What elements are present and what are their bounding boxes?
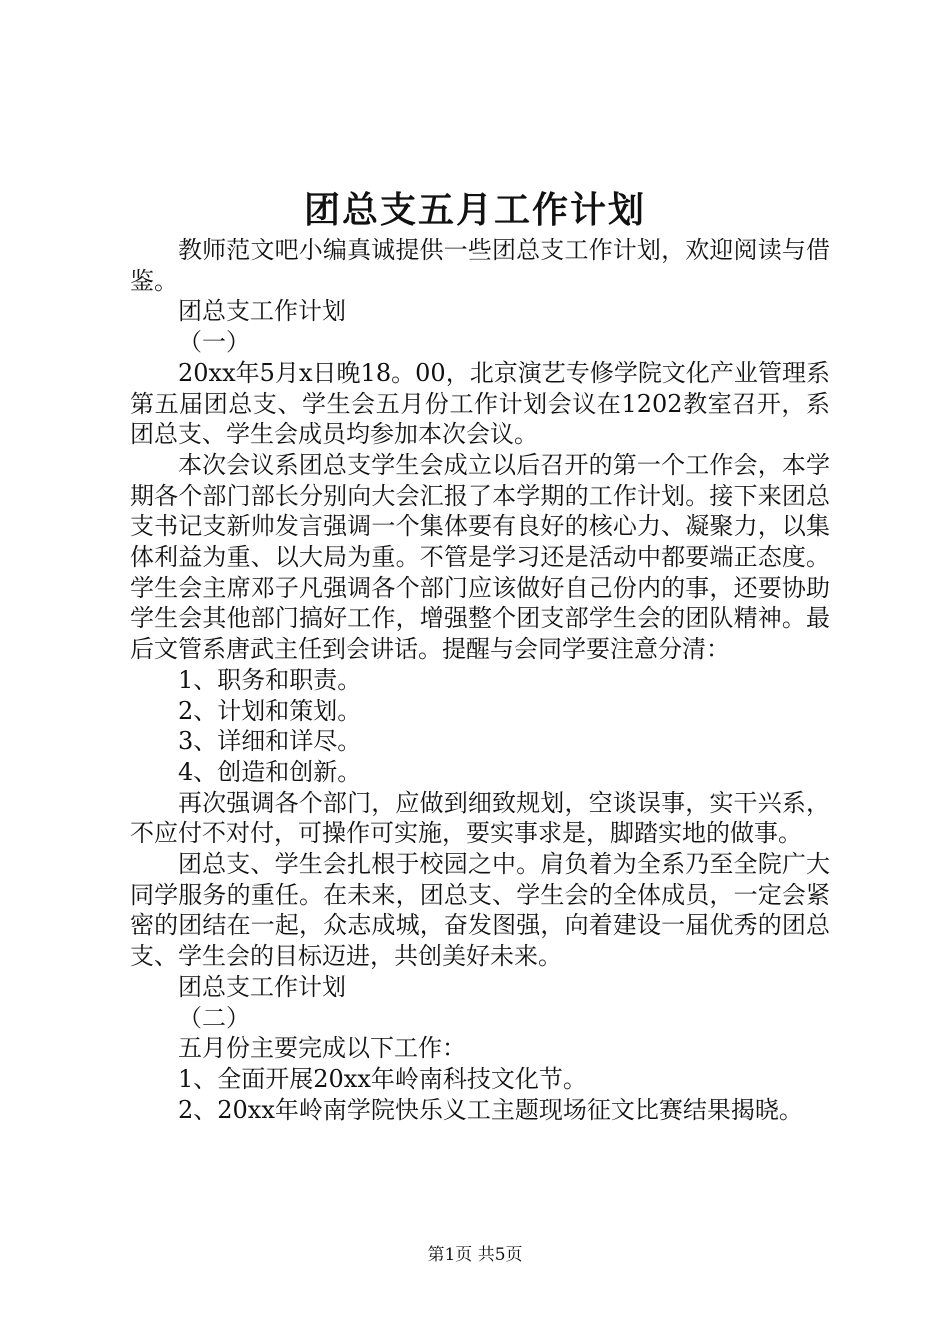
paragraph: 本次会议系团总支学生会成立以后召开的第一个工作会，本学期各个部门部长分别向大会汇报了本学期的工作计划。接下来团总支书记支新帅发言强调一个集体要有良好的核心力、凝聚力，以集体利益为重、以大局为重。不管是学习还是活动中都要端正态度。学生会主席邓子凡强调各个部门应该做好自己份内的事，还要协助学生会其他部门搞好工作，增强整个团支部学生会的团队精神。最后文管系唐武主任到会讲话。提醒与会同学要注意分清： — [130, 450, 830, 664]
list-item: 2、计划和策划。 — [178, 696, 362, 725]
paragraph: 团总支、学生会扎根于校园之中。肩负着为全系乃至全院广大同学服务的重任。在未来，团总支、学生会的全体成员，一定会紧密的团结在一起，众志成城，奋发图强，向着建设一届优秀的团总支、学生会的目标迈进，共创美好未来。 — [130, 850, 830, 971]
section-number: （一） — [178, 328, 250, 357]
list-item: 3、详细和详尽。 — [178, 727, 362, 756]
list-item: 4、创造和创新。 — [178, 757, 362, 786]
document-title: 团总支五月工作计划 — [303, 189, 646, 231]
section-heading: 团总支工作计划 — [178, 972, 346, 1001]
list-item: 1、全面开展20xx年岭南科技文化节。 — [178, 1064, 587, 1093]
section-number: （二） — [178, 1003, 250, 1032]
paragraph: 五月份主要完成以下工作： — [178, 1034, 466, 1063]
page-footer: 第1页 共5页 — [427, 1245, 523, 1265]
section-heading: 团总支工作计划 — [178, 297, 346, 326]
paragraph-intro: 教师范文吧小编真诚提供一些团总支工作计划，欢迎阅读与借鉴。 — [130, 236, 830, 295]
list-item: 2、20xx年岭南学院快乐义工主题现场征文比赛结果揭晓。 — [178, 1095, 803, 1124]
paragraph: 20xx年5月x日晚18。00，北京演艺专修学院文化产业管理系第五届团总支、学生会五月份工作计划会议在1202教室召开，系团总支、学生会成员均参加本次会议。 — [130, 358, 830, 449]
paragraph: 再次强调各个部门，应做到细致规划，空谈误事，实干兴系，不应付不对付，可操作可实施，要实事求是，脚踏实地的做事。 — [130, 788, 830, 848]
list-item: 1、职务和职责。 — [178, 665, 362, 694]
document-body — [130, 235, 830, 1125]
